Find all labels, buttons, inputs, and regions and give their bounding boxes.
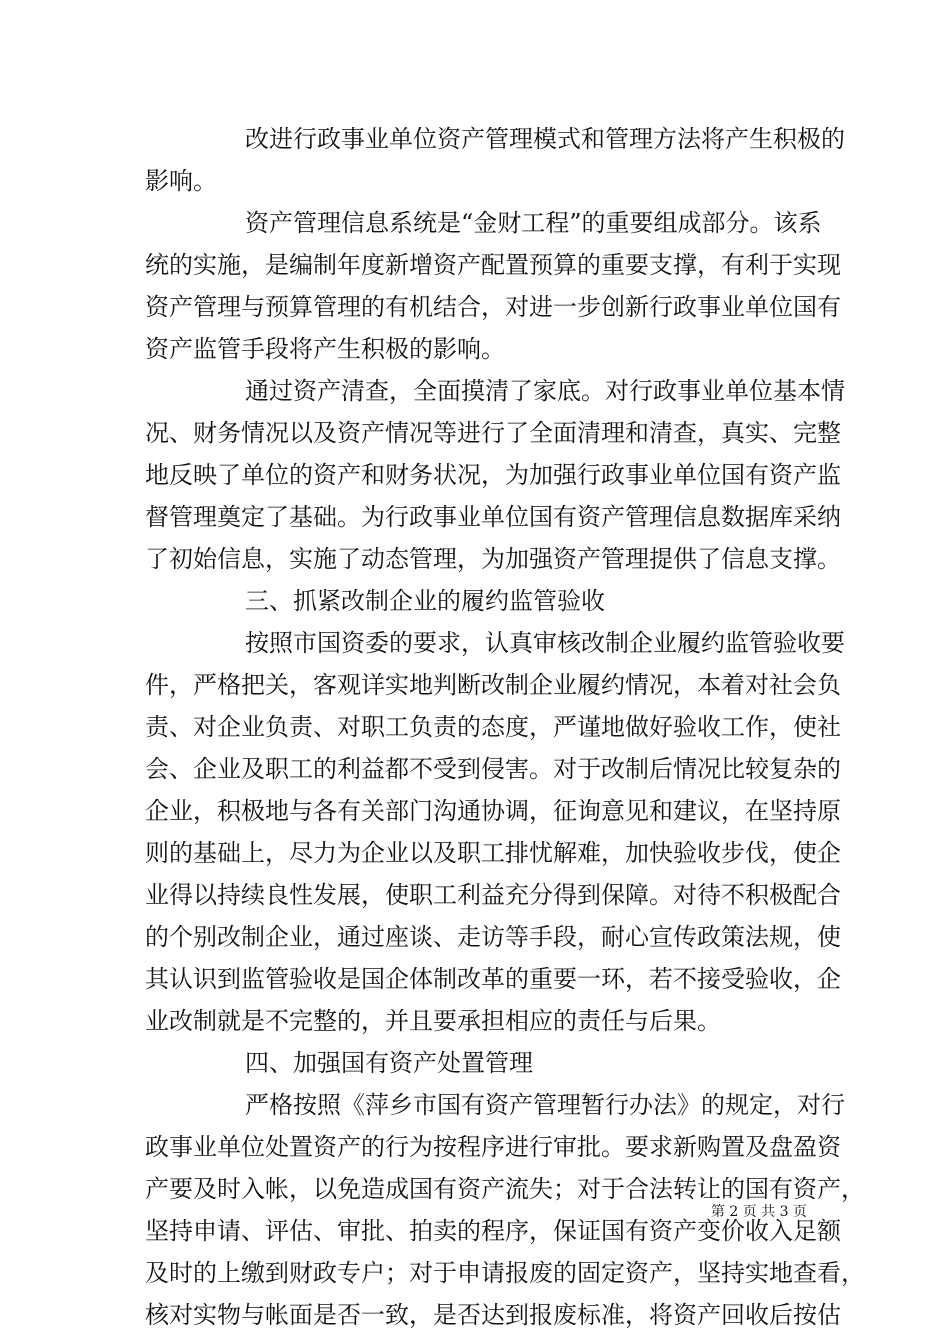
document-body [145, 118, 865, 1336]
section-heading: 三、抓紧改制企业的履约监管验收 [245, 587, 605, 615]
paragraph-line: 严格按照《萍乡市国有资产管理暂行办法》的规定，对行 [245, 1091, 845, 1119]
paragraph-line: 则的基础上，尽力为企业以及职工排忧解难，加快验收步伐，使企 [145, 839, 841, 867]
paragraph-line: 资产管理与预算管理的有机结合，对进一步创新行政事业单位国有 [145, 293, 841, 321]
paragraph-line: 政事业单位处置资产的行为按程序进行审批。要求新购置及盘盈资 [145, 1133, 841, 1161]
paragraph-line: 影响。 [145, 167, 217, 195]
paragraph-line: 地反映了单位的资产和财务状况，为加强行政事业单位国有资产监 [145, 461, 841, 489]
paragraph-line: 业得以持续良性发展，使职工利益充分得到保障。对待不积极配合 [145, 881, 841, 909]
paragraph-line: 及时的上缴到财政专户；对于申请报废的固定资产，坚持实地查看， [145, 1259, 865, 1287]
paragraph-line: 核对实物与帐面是否一致，是否达到报废标准，将资产回收后按估 [145, 1301, 841, 1329]
paragraph-line: 了初始信息，实施了动态管理，为加强资产管理提供了信息支撑。 [145, 545, 841, 573]
paragraph-line: 况、财务情况以及资产情况等进行了全面清理和清查，真实、完整 [145, 419, 841, 447]
paragraph-line: 业改制就是不完整的，并且要承担相应的责任与后果。 [145, 1007, 721, 1035]
paragraph-line: 件，严格把关，客观详实地判断改制企业履约情况，本着对社会负 [145, 671, 841, 699]
paragraph-line: 坚持申请、评估、审批、拍卖的程序，保证国有资产变价收入足额 [145, 1217, 841, 1245]
paragraph-line: 企业，积极地与各有关部门沟通协调，征询意见和建议，在坚持原 [145, 797, 841, 825]
paragraph-line: 督管理奠定了基础。为行政事业单位国有资产管理信息数据库采纳 [145, 503, 841, 531]
paragraph-line: 通过资产清查，全面摸清了家底。对行政事业单位基本情 [245, 377, 845, 405]
paragraph-line: 其认识到监管验收是国企体制改革的重要一环，若不接受验收，企 [145, 965, 841, 993]
section-heading: 四、加强国有资产处置管理 [245, 1049, 533, 1077]
paragraph-line: 资产监管手段将产生积极的影响。 [145, 335, 505, 363]
paragraph-line: 会、企业及职工的利益都不受到侵害。对于改制后情况比较复杂的 [145, 755, 841, 783]
paragraph-line: 产要及时入帐，以免造成国有资产流失；对于合法转让的国有资产， [145, 1175, 865, 1203]
paragraph-line: 的个别改制企业，通过座谈、走访等手段，耐心宣传政策法规，使 [145, 923, 841, 951]
paragraph-line: 改进行政事业单位资产管理模式和管理方法将产生积极的 [245, 125, 845, 153]
paragraph-line: 按照市国资委的要求，认真审核改制企业履约监管验收要 [245, 629, 845, 657]
paragraph-line: 资产管理信息系统是“金财工程”的重要组成部分。该系 [245, 209, 822, 237]
paragraph-line: 统的实施，是编制年度新增资产配置预算的重要支撑，有利于实现 [145, 251, 841, 279]
page-number: 第 2 页 共 3 页 [710, 1204, 807, 1220]
paragraph-line: 责、对企业负责、对职工负责的态度，严谨地做好验收工作，使社 [145, 713, 841, 741]
